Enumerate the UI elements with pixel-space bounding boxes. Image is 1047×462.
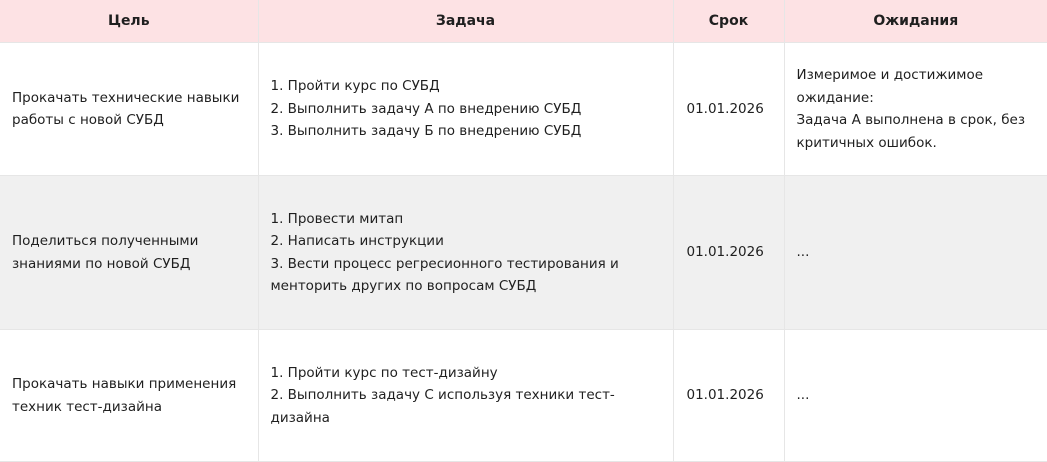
task-item: 2. Написать инструкции [270, 233, 444, 249]
task-item: 1. Пройти курс по СУБД [270, 78, 440, 95]
task-item: 1. Пройти курс по тест-дизайну [270, 364, 498, 381]
expectations-cell [784, 176, 1047, 330]
header-row [0, 0, 1047, 43]
task-item: 1. Провести митап [270, 210, 404, 227]
goal-cell: Прокачать технические навыки работы с новой СУБД [0, 43, 258, 176]
table-header [0, 0, 1047, 43]
table-row [0, 43, 1047, 176]
expectation-text: ... [796, 244, 810, 261]
header-goal: Цель [0, 0, 258, 43]
expectations-cell [784, 43, 1047, 176]
task-cell [258, 176, 673, 330]
deadline-cell: 01.01.2026 [673, 330, 784, 462]
task-item: 2. Выполнить задачу С используя техники тест-дизайна [270, 387, 615, 426]
task-item: 3. Вести процесс регресионного тестирования и менторить других по вопросам СУБД [270, 255, 619, 294]
task-cell [258, 330, 673, 462]
task-item: 3. Выполнить задачу Б по внедрению СУБД [270, 123, 582, 140]
header-deadline: Срок [673, 0, 784, 43]
goal-cell: Прокачать навыки применения техник тест-дизайна [0, 330, 258, 462]
table-row [0, 176, 1047, 330]
table-body [0, 43, 1047, 462]
table-row [0, 330, 1047, 462]
expectation-text: ... [796, 387, 810, 404]
task-cell [258, 43, 673, 176]
expectations-cell [784, 330, 1047, 462]
task-item: 2. Выполнить задачу А по внедрению СУБД [270, 100, 582, 117]
header-task: Задача [258, 0, 673, 43]
expectation-text: Измеримое и достижимое ожидание: [796, 67, 984, 106]
header-expectations: Ожидания [784, 0, 1047, 43]
deadline-cell: 01.01.2026 [673, 176, 784, 330]
deadline-cell: 01.01.2026 [673, 43, 784, 176]
goal-cell: Поделиться полученными знаниями по новой СУБД [0, 176, 258, 330]
expectation-text: Задача А выполнена в срок, без критичных ошибок. [796, 112, 1025, 151]
